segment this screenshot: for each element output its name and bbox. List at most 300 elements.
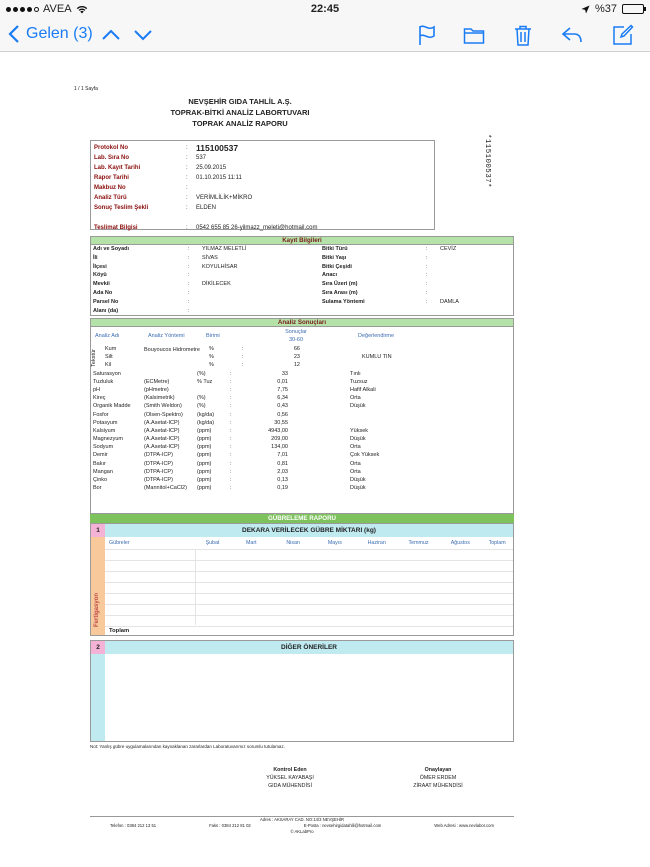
analysis-row	[91, 443, 513, 451]
texture-unit: %	[209, 354, 214, 361]
reg-colon: :	[426, 298, 428, 305]
texture-spacer	[302, 361, 362, 369]
analysis-spacer	[290, 427, 350, 435]
approver-name: ÖMER ERDEM	[419, 775, 457, 781]
protocol-row	[94, 173, 431, 183]
fertigation-label: Fertigasyon	[94, 592, 100, 627]
analysis-colon: :	[230, 378, 232, 385]
texture-eval	[362, 345, 462, 353]
carrier-label: AVEA	[43, 3, 72, 15]
chevron-left-icon	[8, 24, 20, 44]
battery-icon	[622, 4, 644, 14]
reg-value	[202, 298, 322, 307]
analysis-unit	[197, 386, 230, 394]
reg-value	[202, 271, 322, 280]
analysis-spacer	[290, 468, 350, 476]
analysis-value: 0,81	[277, 460, 288, 467]
protocol-row	[94, 203, 431, 213]
reply-icon	[561, 24, 583, 46]
analysis-colon: :	[230, 477, 232, 483]
controller-signature	[240, 766, 340, 790]
flag-icon	[416, 24, 438, 46]
reg-key: Alanı (da)	[93, 307, 119, 314]
analysis-method: (A.Asetat-ICP)	[144, 444, 180, 451]
analysis-colon: :	[230, 403, 232, 410]
analysis-eval: Düşük	[350, 436, 366, 443]
texture-name: Kum	[105, 346, 117, 352]
reg-key	[322, 307, 426, 316]
analysis-value: 2,03	[277, 468, 288, 475]
footer-email: E-Posta : nevsehirgidatahlil@hotmail.com	[303, 823, 382, 828]
reg-key: Sulama Yöntemi	[322, 298, 365, 305]
analysis-value: 0,19	[277, 485, 288, 492]
registration-title: Kayıt Bilgileri	[91, 237, 513, 245]
protocol-value: 25.09.2015	[196, 165, 227, 171]
fertilizer-grid-line	[105, 593, 513, 594]
analysis-value: 134,00	[271, 444, 288, 451]
analysis-name: Potasyum	[93, 419, 118, 426]
other-recommendations-section	[90, 640, 514, 742]
status-right	[581, 3, 644, 15]
analysis-unit: (ppm)	[197, 468, 212, 475]
analysis-colon: :	[230, 436, 232, 443]
chevron-up-icon	[100, 24, 122, 46]
reg-colon: :	[188, 254, 190, 261]
fertilizer-col-header: Temmuz	[408, 540, 429, 546]
footer-phone: Telefon : 0384 212 13 51	[110, 823, 157, 828]
protocol-colon: :	[186, 185, 188, 191]
analysis-value: 209,00	[271, 436, 288, 443]
analysis-row	[91, 451, 513, 459]
fertilizer-total-label: Toplam	[109, 628, 130, 634]
analysis-unit: % Tuz	[197, 378, 213, 385]
analysis-colon: :	[230, 460, 232, 467]
reg-value	[202, 289, 322, 298]
protocol-row	[94, 213, 431, 223]
reg-colon: :	[188, 281, 190, 288]
analysis-row	[91, 435, 513, 443]
fertilizer-col-header: Haziran	[367, 540, 386, 546]
analysis-unit: (%)	[197, 403, 206, 410]
analysis-row	[91, 411, 513, 419]
analysis-name: Tuzluluk	[93, 378, 114, 385]
reg-colon: :	[426, 281, 428, 288]
reg-colon: :	[426, 263, 428, 270]
texture-value: 12	[293, 362, 300, 369]
analysis-row	[91, 370, 513, 378]
analysis-name: Saturasyon	[93, 370, 121, 377]
fertilizer-col-header: Ağustos	[450, 540, 470, 546]
analysis-colon: :	[230, 468, 232, 475]
analysis-eval	[350, 419, 450, 427]
protocol-value: ELDEN	[196, 205, 217, 211]
analysis-row	[91, 419, 513, 427]
protocol-key: Protokol No	[94, 145, 128, 151]
col-method: Analiz Yöntemi	[148, 333, 185, 339]
reg-colon: :	[188, 307, 190, 314]
reg-colon: :	[188, 272, 190, 279]
fertilizer-section	[90, 523, 514, 636]
reg-key: Adı ve Soyadı	[93, 246, 130, 252]
analysis-colon: :	[230, 395, 232, 402]
reg-colon: :	[188, 289, 190, 296]
protocol-row	[94, 193, 431, 203]
next-message-button[interactable]	[132, 24, 154, 46]
controller-title: Kontrol Eden	[273, 767, 307, 773]
analysis-row	[91, 427, 513, 435]
analysis-method: (A.Asetat-ICP)	[144, 419, 180, 426]
analysis-eval: Orta	[350, 395, 361, 402]
analysis-spacer	[290, 419, 350, 427]
protocol-value: 115100537	[196, 143, 239, 153]
analysis-method: (A.Asetat-ICP)	[144, 427, 180, 434]
analysis-eval: Orta	[350, 468, 361, 475]
controller-name: YÜKSEL KAYABAŞI	[266, 775, 314, 781]
texture-spacer	[302, 353, 362, 361]
reg-key: İli	[93, 254, 98, 261]
analysis-colon: :	[230, 452, 232, 459]
fertilizer-col-header: Mart	[246, 540, 257, 546]
disclaimer-note: Not: Yanlış gübre uygulamalarından kaynaklanan zararlardan Laboratuvarımız sorumlu tutulamaz.	[90, 744, 285, 749]
status-bar	[0, 0, 650, 18]
reg-value: CEVİZ	[440, 246, 457, 252]
analysis-value: 0,01	[277, 378, 288, 385]
controller-role: GIDA MÜHENDİSİ	[268, 783, 312, 789]
other-recommendations-heading: DİĞER ÖNERİLER	[105, 641, 513, 654]
analysis-row	[91, 394, 513, 402]
protocol-box	[90, 140, 435, 230]
analysis-unit: (ppm)	[197, 460, 212, 467]
protocol-row	[94, 183, 431, 193]
fertilization-title: GÜBRELEME RAPORU	[90, 514, 514, 523]
protocol-colon: :	[186, 225, 188, 231]
analysis-method: (Mannitol+CaCl2)	[144, 485, 187, 492]
section-number-1: 1	[91, 524, 105, 537]
report-footer	[90, 816, 514, 835]
section-number-2: 2	[91, 641, 105, 654]
protocol-key: Lab. Kayıt Tarihi	[94, 165, 141, 171]
analysis-method	[144, 370, 197, 378]
analysis-unit: (ppm)	[197, 427, 212, 434]
analysis-eval: Orta	[350, 444, 361, 451]
registration-section	[90, 236, 514, 316]
analysis-spacer	[290, 484, 350, 492]
protocol-row	[94, 153, 431, 163]
analysis-colon: :	[230, 485, 232, 492]
analysis-method: (Kalsimetrik)	[144, 395, 175, 402]
reg-value	[440, 263, 517, 272]
analysis-row	[91, 476, 513, 484]
reg-value	[440, 254, 517, 263]
reg-key: Bitki Türü	[322, 246, 348, 252]
back-to-inbox-button[interactable]	[8, 24, 93, 44]
fertilizer-table	[105, 537, 513, 635]
analysis-spacer	[290, 378, 350, 386]
analysis-section	[90, 318, 514, 514]
protocol-key: Analiz Türü	[94, 195, 127, 201]
reg-key: Köyü	[93, 272, 107, 279]
analysis-value: 30,55	[274, 419, 288, 426]
analysis-name: Magnezyum	[93, 436, 123, 443]
analysis-colon: :	[230, 386, 232, 393]
fertilizer-col-header: Şubat	[205, 540, 220, 546]
analysis-value: 7,01	[277, 452, 288, 459]
analysis-unit: (ppm)	[197, 444, 212, 451]
protocol-value: 01.10.2015 11:11	[196, 175, 242, 181]
battery-percent: %37	[594, 3, 617, 15]
analysis-name: Organik Madde	[93, 403, 131, 410]
reg-colon: :	[426, 272, 428, 279]
move-to-folder-button[interactable]	[463, 24, 485, 46]
analysis-colon: :	[230, 370, 232, 377]
reg-key: Sıra Üzeri (m)	[322, 281, 358, 288]
fertilizer-col-header: Nisan	[286, 540, 300, 546]
analysis-eval: Orta	[350, 460, 361, 467]
analysis-unit: (ppm)	[197, 477, 212, 483]
depth-label: 30-60	[288, 337, 304, 343]
analysis-colon: :	[230, 419, 232, 426]
analysis-unit: (kg/da)	[197, 411, 215, 418]
analysis-eval: Düşük	[350, 485, 366, 492]
protocol-colon: :	[186, 175, 188, 181]
protocol-colon: :	[186, 145, 188, 151]
analysis-spacer	[290, 451, 350, 459]
fertilizer-grid-line	[105, 571, 513, 572]
analysis-method: (ECMetre)	[144, 378, 170, 385]
protocol-key: Teslimat Bilgisi	[94, 225, 138, 231]
company-name: NEVŞEHİR GIDA TAHLİL A.Ş.	[188, 97, 292, 106]
texture-row	[103, 353, 513, 361]
analysis-method: (pHmetre)	[144, 386, 169, 393]
reg-value: YILMAZ MELETLİ	[202, 246, 247, 252]
analysis-eval: Çok Yüksek	[350, 452, 380, 459]
reg-key: Parsel No	[93, 298, 119, 305]
texture-colon: :	[242, 346, 244, 352]
texture-method-cell	[156, 353, 209, 361]
footer-brand: © AKLabPro	[290, 829, 314, 834]
texture-value: 23	[293, 354, 300, 361]
reg-value	[440, 289, 517, 298]
reg-value: SİVAS	[202, 254, 218, 261]
protocol-value: 537	[196, 155, 207, 161]
analysis-value: 6,34	[277, 395, 288, 402]
protocol-row	[94, 223, 431, 233]
fertilizer-grid-line	[105, 626, 513, 627]
analysis-eval: Hafif Alkali	[350, 386, 376, 393]
protocol-colon: :	[186, 205, 188, 211]
results-label: Sonuçlar	[285, 329, 307, 335]
analysis-unit: (ppm)	[197, 452, 212, 459]
reg-colon: :	[426, 246, 428, 252]
analysis-method: (A.Asetat-ICP)	[144, 436, 180, 443]
protocol-colon: :	[186, 165, 188, 171]
chevron-down-icon	[132, 24, 154, 46]
analysis-value: 4943,00	[268, 427, 288, 434]
analysis-method: (DTPA-ICP)	[144, 468, 173, 475]
analysis-name: Bor	[93, 485, 102, 492]
analysis-method: (DTPA-ICP)	[144, 452, 173, 459]
flag-button[interactable]	[416, 24, 438, 46]
analysis-value: 33	[281, 370, 288, 377]
reg-key: Bitki Çeşidi	[322, 263, 352, 270]
analysis-value: 0,56	[277, 411, 288, 418]
reg-value: DİKİLECEK	[202, 281, 231, 288]
protocol-key: Lab. Sıra No	[94, 155, 130, 161]
col-unit: Birimi	[206, 333, 220, 339]
col-analysis-name: Analiz Adı	[95, 333, 120, 339]
approver-signature	[388, 766, 488, 790]
delete-button[interactable]	[512, 24, 534, 46]
analysis-unit: (%)	[197, 395, 206, 402]
trash-icon	[512, 24, 534, 46]
texture-method: Bouyoucos Hidrometre	[144, 347, 200, 353]
analysis-method: (DTPA-ICP)	[144, 460, 173, 467]
texture-row	[103, 361, 513, 369]
analysis-name: Sodyum	[93, 444, 114, 451]
footer-web: Web Adresi : www.nevlabor.com	[434, 823, 494, 828]
analysis-name: Bakır	[93, 460, 106, 467]
fertilizer-grid-line	[105, 615, 513, 616]
analysis-row	[91, 378, 513, 386]
analysis-spacer	[290, 402, 350, 410]
protocol-key: Makbuz No	[94, 185, 126, 191]
analysis-colon: :	[230, 444, 232, 451]
approver-title: Onaylayan	[424, 767, 452, 773]
report-header	[90, 96, 390, 129]
col-evaluation: Değerlendirme	[358, 333, 395, 339]
footer-address: Adres : AKSARAY CAD. NO:14/3 NEVŞEHİR	[259, 817, 345, 822]
status-time: 22:45	[310, 3, 340, 15]
texture-name: Silt	[105, 354, 113, 361]
texture-value: 66	[293, 346, 300, 352]
analysis-name: Çinko	[93, 477, 108, 483]
footer-fax: Faks : 0384 212 81 02	[209, 823, 251, 828]
analysis-row	[91, 468, 513, 476]
texture-label: Tekstür	[90, 349, 97, 367]
fertilizer-heading: DEKARA VERİLECEK GÜBRE MİKTARI (kg)	[105, 524, 513, 537]
fertilizer-grid-line	[105, 549, 513, 550]
previous-message-button[interactable]	[100, 24, 122, 46]
reg-colon	[426, 307, 440, 316]
analysis-method: (Olsen-Spektro)	[144, 411, 183, 418]
texture-name: Kil	[105, 362, 112, 369]
analysis-eval: Tuzsuz	[350, 378, 368, 385]
analysis-value: 7,75	[277, 386, 288, 393]
fertilizer-col-header: Toplam	[488, 540, 506, 546]
compose-button[interactable]	[612, 24, 634, 46]
texture-colon: :	[242, 354, 244, 361]
fertilizer-columns	[105, 537, 513, 549]
reg-key: Mevkii	[93, 281, 110, 288]
analysis-name: Kireç	[93, 395, 106, 402]
reg-value	[202, 307, 322, 316]
registration-grid	[91, 245, 513, 315]
analysis-name: Demir	[93, 452, 108, 459]
texture-unit: %	[209, 346, 214, 352]
location-arrow-icon	[581, 5, 590, 14]
reg-key: Anacı	[322, 272, 337, 279]
reg-key: Ada No	[93, 289, 113, 296]
texture-colon: :	[242, 362, 244, 369]
reg-key: Bitki Yaşı	[322, 254, 347, 261]
analysis-spacer	[290, 443, 350, 451]
texture-eval	[362, 361, 462, 369]
fertilizer-grid-line	[105, 604, 513, 605]
analysis-name: Fosfor	[93, 411, 109, 418]
protocol-value: 0542 655 85 26-yilmazz_meleti@hotmail.com	[196, 225, 318, 231]
analysis-colon: :	[230, 411, 232, 418]
back-label: Gelen (3)	[26, 25, 93, 42]
texture-unit: %	[209, 362, 214, 369]
reg-value: DAMLA	[440, 298, 459, 305]
reg-colon: :	[426, 254, 428, 261]
analysis-eval: Tınlı	[350, 370, 361, 377]
protocol-key: Rapor Tarihi	[94, 175, 129, 181]
texture-block	[91, 345, 513, 370]
reg-colon: :	[188, 298, 190, 305]
analysis-title: Analiz Sonuçları	[91, 319, 513, 327]
analysis-name: Mangan	[93, 468, 113, 475]
analysis-spacer	[290, 386, 350, 394]
fertilizer-grid-line	[105, 560, 513, 561]
report-title: TOPRAK ANALİZ RAPORU	[192, 119, 288, 128]
protocol-row	[94, 143, 431, 153]
texture-spacer	[302, 345, 362, 353]
protocol-row	[94, 163, 431, 173]
other-recommendations-side	[91, 654, 105, 741]
col-results	[252, 328, 340, 344]
reg-value: KOYULHİSAR	[202, 263, 238, 270]
analysis-value: 0,43	[277, 403, 288, 410]
analysis-unit: (ppm)	[197, 485, 212, 492]
fertilizer-grid-line	[105, 582, 513, 583]
reg-key: Sıra Arası (m)	[322, 289, 358, 296]
barcode: *115100537*	[483, 134, 491, 188]
analysis-row	[91, 484, 513, 492]
protocol-colon: :	[186, 155, 188, 161]
analysis-row	[91, 386, 513, 394]
analysis-spacer	[290, 370, 350, 378]
analysis-unit: (%)	[197, 370, 206, 377]
reg-value	[440, 271, 517, 280]
analysis-spacer	[290, 435, 350, 443]
analysis-unit: (kg/da)	[197, 419, 215, 426]
reg-key: İlçesi	[93, 263, 107, 270]
texture-method-cell	[156, 361, 209, 369]
analysis-unit: (ppm)	[197, 436, 212, 443]
analysis-name: pH	[93, 386, 101, 393]
reply-button[interactable]	[561, 24, 583, 46]
analysis-name: Kalsiyum	[93, 427, 116, 434]
reg-colon: :	[426, 289, 428, 296]
protocol-colon: :	[186, 195, 188, 201]
analysis-eval: Düşük	[350, 403, 366, 410]
analysis-eval: Yüksek	[350, 427, 369, 434]
analysis-value: 0,13	[277, 477, 288, 483]
fertigation-side	[91, 537, 105, 635]
folder-icon	[463, 24, 485, 46]
analysis-method: (Smith Weldon)	[144, 403, 182, 410]
analysis-spacer	[290, 394, 350, 402]
reg-value	[440, 280, 517, 289]
page-label: 1 / 1 Sayfa	[74, 86, 98, 92]
analysis-rows	[91, 370, 513, 493]
compose-icon	[612, 24, 634, 46]
protocol-value: VERİMLİLİK+MİKRO	[196, 195, 253, 201]
fertilizer-col-header: Gübreler	[109, 540, 130, 546]
reg-value	[440, 307, 517, 316]
analysis-method: (DTPA-ICP)	[144, 477, 173, 483]
